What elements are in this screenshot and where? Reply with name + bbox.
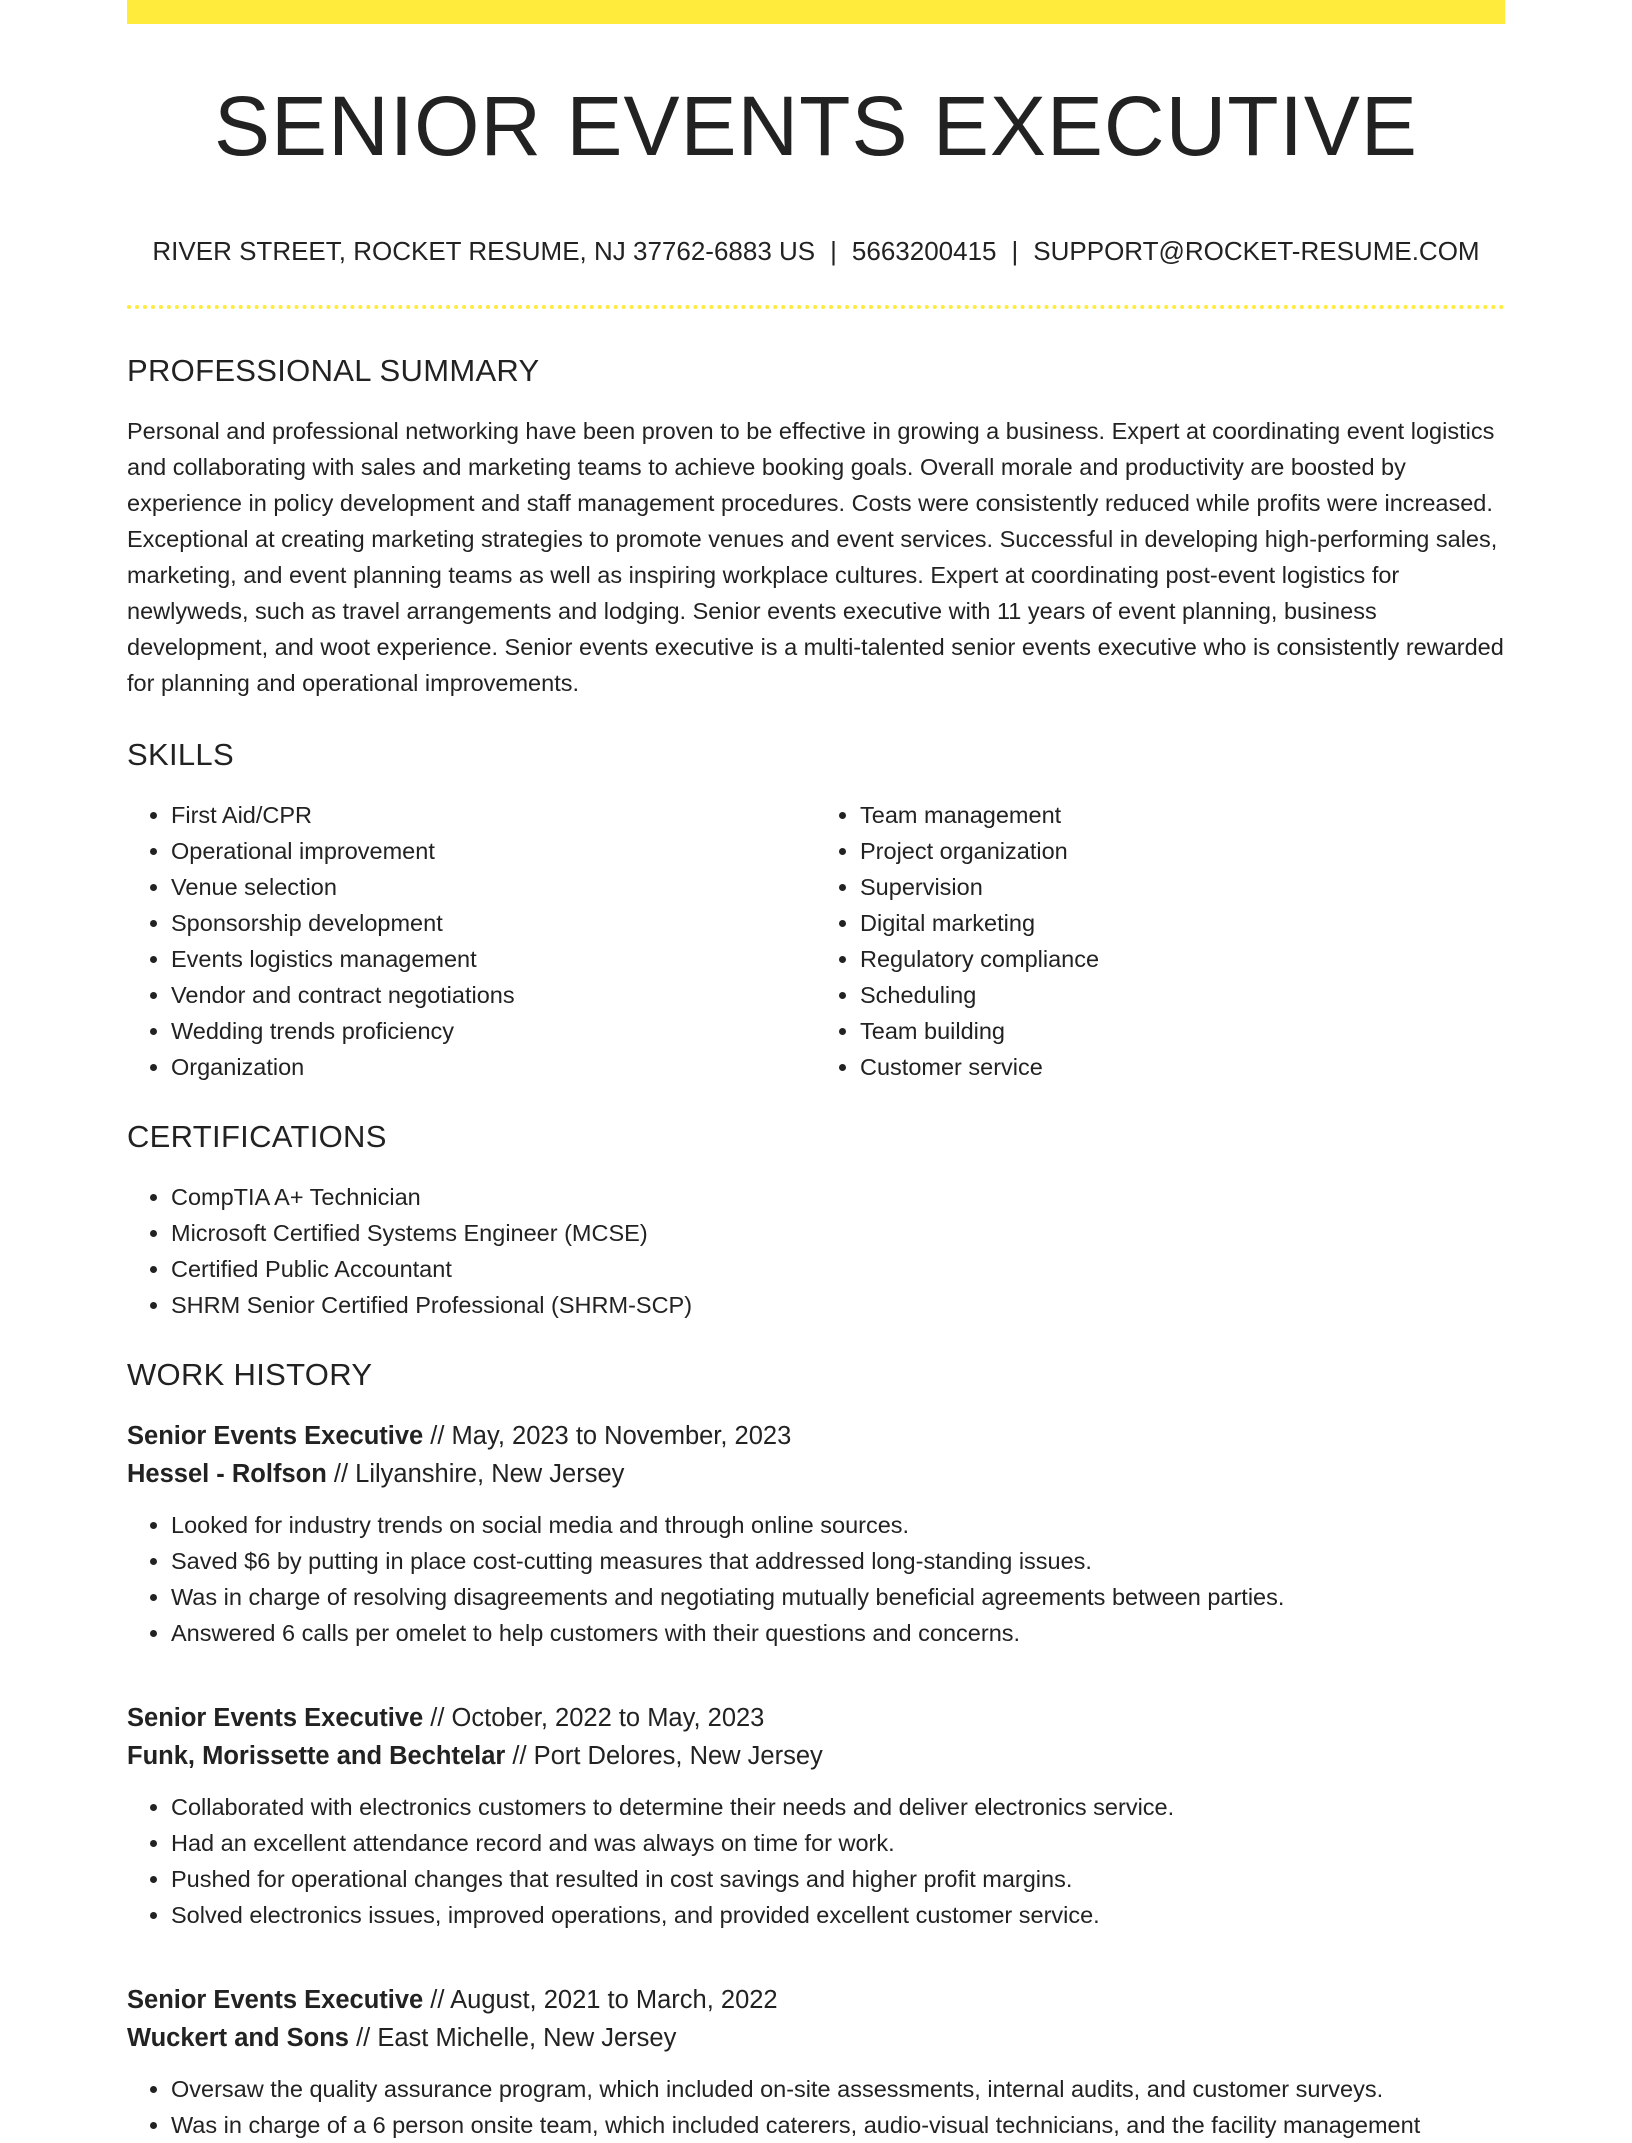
contact-separator: | bbox=[1011, 236, 1019, 266]
contact-line bbox=[127, 236, 1505, 267]
skill-item: • Supervision bbox=[860, 869, 1505, 905]
skill-item: • First Aid/CPR bbox=[171, 797, 816, 833]
job-role: Senior Events Executive bbox=[127, 1422, 424, 1450]
job-location: // East Michelle, New Jersey bbox=[349, 2024, 677, 2052]
skills-section bbox=[127, 737, 1505, 1085]
contact-email: SUPPORT@ROCKET-RESUME.COM bbox=[1033, 236, 1480, 266]
job-bullet: • Pushed for operational changes that resulted in cost savings and higher profit margins. bbox=[171, 1861, 1505, 1897]
skill-item: • Venue selection bbox=[171, 869, 816, 905]
work-history-heading: WORK HISTORY bbox=[127, 1357, 373, 1392]
skills-heading: SKILLS bbox=[127, 737, 234, 772]
summary-heading: PROFESSIONAL SUMMARY bbox=[127, 353, 540, 388]
summary-section bbox=[127, 353, 1505, 701]
skill-item: • Customer service bbox=[860, 1049, 1505, 1085]
contact-phone: 5663200415 bbox=[851, 236, 997, 266]
skill-item: • Scheduling bbox=[860, 977, 1505, 1013]
skill-item: • Regulatory compliance bbox=[860, 941, 1505, 977]
skill-item: • Digital marketing bbox=[860, 905, 1505, 941]
job-role: Senior Events Executive bbox=[127, 1986, 424, 2014]
skill-item: • Operational improvement bbox=[171, 833, 816, 869]
contact-separator: | bbox=[830, 236, 837, 266]
job-location: // Lilyanshire, New Jersey bbox=[326, 1460, 625, 1488]
job-bullet: • Oversaw the quality assurance program, which included on-site assessments, internal audits, and customer surveys. bbox=[171, 2071, 1505, 2107]
job-bullets bbox=[127, 1789, 1505, 1933]
dotted-divider bbox=[127, 305, 1505, 309]
skills-columns bbox=[127, 797, 1505, 1085]
job-bullets bbox=[127, 2071, 1505, 2143]
skill-item: • Organization bbox=[171, 1049, 816, 1085]
job-bullet: • Had an excellent attendance record and was always on time for work. bbox=[171, 1825, 1505, 1861]
job-company: Hessel - Rolfson bbox=[127, 1460, 327, 1488]
job-bullet: • Collaborated with electronics customers to determine their needs and deliver electronics service. bbox=[171, 1789, 1505, 1825]
certification-item: • SHRM Senior Certified Professional (SHRM-SCP) bbox=[171, 1287, 1505, 1323]
job-entry bbox=[127, 1699, 1505, 1933]
skill-item: • Sponsorship development bbox=[171, 905, 816, 941]
certification-item: • CompTIA A+ Technician bbox=[171, 1179, 1505, 1215]
job-bullets bbox=[127, 1507, 1505, 1651]
skills-right-list bbox=[816, 797, 1505, 1085]
certifications-heading: CERTIFICATIONS bbox=[127, 1119, 387, 1154]
job-company-line bbox=[127, 2019, 1505, 2057]
resume-page bbox=[127, 0, 1505, 2143]
skill-item: • Vendor and contract negotiations bbox=[171, 977, 816, 1013]
job-entry bbox=[127, 1417, 1505, 1651]
job-bullet: • Looked for industry trends on social media and through online sources. bbox=[171, 1507, 1505, 1543]
job-location: // Port Delores, New Jersey bbox=[505, 1742, 823, 1770]
job-entry bbox=[127, 1981, 1505, 2143]
job-dates: // May, 2023 to November, 2023 bbox=[423, 1422, 792, 1450]
job-bullet: • Solved electronics issues, improved operations, and provided excellent customer service. bbox=[171, 1897, 1505, 1933]
skill-item: • Team building bbox=[860, 1013, 1505, 1049]
job-bullet: • Answered 6 calls per omelet to help customers with their questions and concerns. bbox=[171, 1615, 1505, 1651]
resume-name: SENIOR EVENTS EXECUTIVE bbox=[214, 79, 1418, 173]
skill-item: • Team management bbox=[860, 797, 1505, 833]
job-dates: // October, 2022 to May, 2023 bbox=[423, 1704, 765, 1732]
skill-item: • Events logistics management bbox=[171, 941, 816, 977]
job-company-line bbox=[127, 1737, 1505, 1775]
job-company: Funk, Morissette and Bechtelar bbox=[127, 1742, 506, 1770]
job-bullet: • Saved $6 by putting in place cost-cutting measures that addressed long-standing issues. bbox=[171, 1543, 1505, 1579]
work-history-section bbox=[127, 1357, 1505, 2143]
skill-item: • Wedding trends proficiency bbox=[171, 1013, 816, 1049]
job-bullet: • Was in charge of a 6 person onsite team, which included caterers, audio-visual technicians, and the facility management bbox=[171, 2107, 1505, 2143]
job-title-line bbox=[127, 1981, 1505, 2019]
job-company-line bbox=[127, 1455, 1505, 1493]
certification-item: • Microsoft Certified Systems Engineer (MCSE) bbox=[171, 1215, 1505, 1251]
job-bullet: • Was in charge of resolving disagreements and negotiating mutually beneficial agreements between parties. bbox=[171, 1579, 1505, 1615]
job-title-line bbox=[127, 1417, 1505, 1455]
summary-text: Personal and professional networking have been proven to be effective in growing a business. Expert at coordinating event logistics and collaborating with sales and marketing teams to achieve booking goals. Overall morale and productivity are boosted by experience in policy development and staff management procedures. Costs were consistently reduced while profits were increased. Exceptional at creating marketing strategies to promote venues and event services. Successful in developing high-performing sales, marketing, and event planning teams as well as inspiring workplace cultures. Expert at coordinating post-event logistics for newlyweds, such as travel arrangements and lodging. Senior events executive with 11 years of event planning, business development, and woot experience. Senior events executive is a multi-talented senior events executive who is consistently rewarded for planning and operational improvements. bbox=[127, 418, 1504, 696]
skill-item: • Project organization bbox=[860, 833, 1505, 869]
job-company: Wuckert and Sons bbox=[127, 2024, 349, 2052]
skills-left-list bbox=[127, 797, 816, 1085]
job-title-line bbox=[127, 1699, 1505, 1737]
contact-address: RIVER STREET, ROCKET RESUME, NJ 37762-6883 US bbox=[152, 236, 816, 266]
job-role: Senior Events Executive bbox=[127, 1704, 424, 1732]
job-dates: // August, 2021 to March, 2022 bbox=[423, 1986, 778, 2014]
certifications-list bbox=[127, 1179, 1505, 1323]
accent-top-bar bbox=[127, 0, 1505, 24]
certification-item: • Certified Public Accountant bbox=[171, 1251, 1505, 1287]
certifications-section bbox=[127, 1119, 1505, 1323]
